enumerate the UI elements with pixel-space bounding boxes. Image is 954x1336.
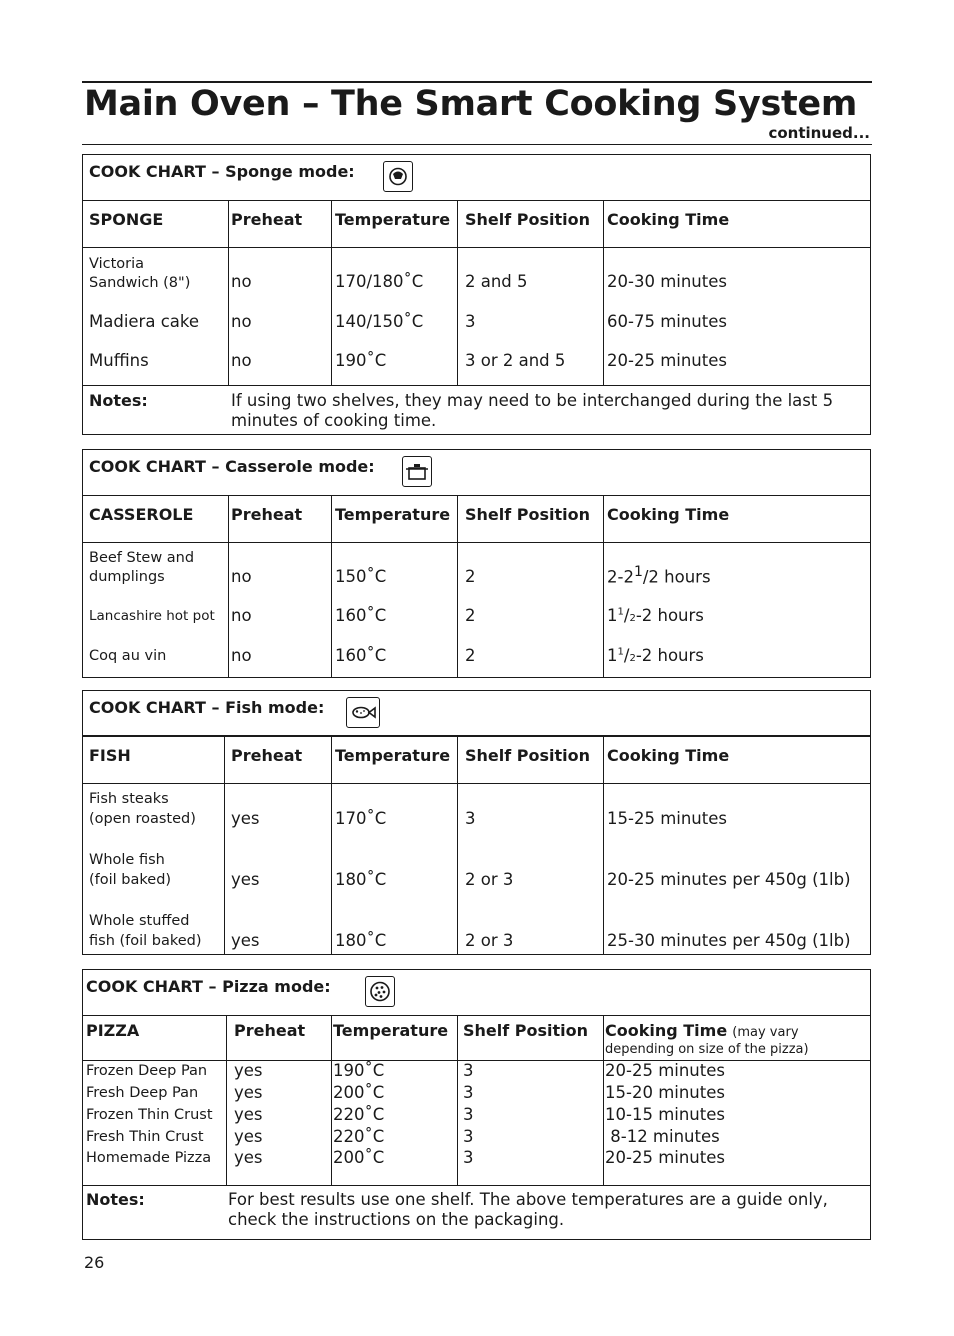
sponge-col-temperature: Temperature xyxy=(335,210,451,229)
casserole-col-shelf: Shelf Position xyxy=(465,505,591,524)
casserole-row-2-time-num: 1 xyxy=(617,606,624,618)
fish-row-2-food-line1: Whole fish xyxy=(89,852,165,868)
casserole-row-3-time-post: -2 hours xyxy=(635,646,704,665)
fish-row-1-food-line2: (open roasted) xyxy=(89,811,196,827)
pizza-row-2-time: 15-20 minutes xyxy=(605,1083,725,1102)
pizza-row-4-time: 8-12 minutes xyxy=(605,1127,720,1146)
casserole-row-2-time: $1^1/2-2$ hours xyxy=(607,606,704,625)
fish-col-shelf: Shelf Position xyxy=(465,746,591,765)
casserole-row-3-preheat: no xyxy=(231,646,252,665)
sponge-col-preheat: Preheat xyxy=(231,210,303,229)
fish-row-2-preheat: yes xyxy=(231,870,260,889)
pizza-notes-label: Notes: xyxy=(86,1190,145,1209)
fish-row-3-time: 25-30 minutes per 450g (1lb) xyxy=(607,931,851,950)
title-rule-top xyxy=(82,81,872,83)
page-number: 26 xyxy=(84,1253,105,1272)
pizza-row-5-preheat: yes xyxy=(234,1148,263,1167)
casserole-row-1-shelf: 2 xyxy=(465,567,476,586)
casserole-row-3-food: Coq au vin xyxy=(89,648,167,664)
casserole-row-1-food-line2: dumplings xyxy=(89,569,165,585)
sponge-row-3-time: 20-25 minutes xyxy=(607,351,727,370)
fish-row-3-shelf: 2 or 3 xyxy=(465,931,514,950)
fish-mode-icon xyxy=(346,697,380,728)
pizza-row-1-preheat: yes xyxy=(234,1061,263,1080)
pizza-cook-chart xyxy=(82,969,871,1240)
casserole-row-3-temp: 160˚C xyxy=(335,646,387,665)
casserole-row-2-time-whole: 1 xyxy=(607,606,618,625)
pizza-row-1-time: 20-25 minutes xyxy=(605,1061,725,1080)
sponge-row-3-temp: 190˚C xyxy=(335,351,387,370)
pizza-notes-text: For best results use one shelf. The above temperatures are a guide only, check the instructions on the packaging. xyxy=(228,1190,828,1229)
pizza-chart-heading: COOK CHART – Pizza mode: xyxy=(86,977,331,996)
sponge-notes-label: Notes: xyxy=(89,391,148,410)
fish-row-3-preheat: yes xyxy=(231,931,260,950)
pizza-row-2-food: Fresh Deep Pan xyxy=(86,1085,199,1101)
pizza-col-time-note-1: (may vary xyxy=(732,1025,799,1040)
casserole-row-2-shelf: 2 xyxy=(465,606,476,625)
sponge-row-1-temp: 170/180˚C xyxy=(335,272,424,291)
page-title: Main Oven – The Smart Cooking System xyxy=(84,84,858,124)
fish-col-temperature: Temperature xyxy=(335,746,451,765)
casserole-col-temperature: Temperature xyxy=(335,505,451,524)
casserole-row-2-preheat: no xyxy=(231,606,252,625)
pizza-row-3-time: 10-15 minutes xyxy=(605,1105,725,1124)
pizza-row-2-preheat: yes xyxy=(234,1083,263,1102)
sponge-mode-icon xyxy=(383,161,413,192)
pizza-row-3-shelf: 3 xyxy=(463,1105,474,1124)
pizza-col-food: PIZZA xyxy=(86,1021,140,1040)
fish-chart-heading: COOK CHART – Fish mode: xyxy=(89,698,325,717)
sponge-chart-heading: COOK CHART – Sponge mode: xyxy=(89,162,355,181)
sponge-row-1-time: 20-30 minutes xyxy=(607,272,727,291)
pizza-row-4-temp: 220˚C xyxy=(333,1127,385,1146)
casserole-row-3-time-num: 1 xyxy=(617,646,624,658)
casserole-col-preheat: Preheat xyxy=(231,505,303,524)
fish-row-3-food-line2: fish (foil baked) xyxy=(89,933,202,949)
pizza-col-preheat: Preheat xyxy=(234,1021,306,1040)
casserole-col-food: CASSEROLE xyxy=(89,505,194,524)
pizza-col-shelf: Shelf Position xyxy=(463,1021,589,1040)
sponge-row-1-preheat: no xyxy=(231,272,252,291)
casserole-row-1-preheat: no xyxy=(231,567,252,586)
casserole-row-3-time: $1^1/2-2$ hours xyxy=(607,646,704,665)
casserole-row-3-shelf: 2 xyxy=(465,646,476,665)
sponge-row-1-food-line2: Sandwich (8") xyxy=(89,275,191,291)
pizza-row-2-temp: 200˚C xyxy=(333,1083,385,1102)
pizza-row-3-preheat: yes xyxy=(234,1105,263,1124)
fish-col-preheat: Preheat xyxy=(231,746,303,765)
pizza-row-5-temp: 200˚C xyxy=(333,1148,385,1167)
casserole-row-2-time-den: 2 xyxy=(629,613,636,624)
pizza-row-4-preheat: yes xyxy=(234,1127,263,1146)
fish-row-2-food-line2: (foil baked) xyxy=(89,872,172,888)
sponge-row-3-shelf: 3 or 2 and 5 xyxy=(465,351,566,370)
casserole-mode-icon xyxy=(402,456,432,487)
pizza-row-1-temp: 190˚C xyxy=(333,1061,385,1080)
fish-row-2-time: 20-25 minutes per 450g (1lb) xyxy=(607,870,851,889)
sponge-notes-text: If using two shelves, they may need to be interchanged during the last 5 minutes of cooking time. xyxy=(231,391,834,430)
pizza-row-1-shelf: 3 xyxy=(463,1061,474,1080)
sponge-row-2-preheat: no xyxy=(231,312,252,331)
casserole-row-2-food: Lancashire hot pot xyxy=(89,608,215,624)
pizza-row-1-food: Frozen Deep Pan xyxy=(86,1063,208,1079)
pizza-mode-icon xyxy=(365,976,395,1007)
sponge-row-1-food-line1: Victoria xyxy=(89,256,145,272)
casserole-row-1-temp: 150˚C xyxy=(335,567,387,586)
fish-row-1-shelf: 3 xyxy=(465,809,476,828)
fish-row-2-shelf: 2 or 3 xyxy=(465,870,514,889)
fish-cook-chart xyxy=(82,690,871,955)
pizza-row-4-food: Fresh Thin Crust xyxy=(86,1129,204,1145)
sponge-col-food: SPONGE xyxy=(89,210,164,229)
sponge-row-2-food: Madiera cake xyxy=(89,312,199,331)
pizza-row-5-shelf: 3 xyxy=(463,1148,474,1167)
pizza-row-5-time: 20-25 minutes xyxy=(605,1148,725,1167)
sponge-row-2-shelf: 3 xyxy=(465,312,476,331)
casserole-cook-chart xyxy=(82,449,871,678)
title-rule-bottom xyxy=(82,144,872,145)
casserole-row-1-time-post: /2 hours xyxy=(642,567,711,587)
sponge-col-time: Cooking Time xyxy=(607,210,730,229)
casserole-row-1-time xyxy=(607,564,711,587)
pizza-col-time xyxy=(605,1021,799,1040)
casserole-col-time: Cooking Time xyxy=(607,505,730,524)
fish-row-1-temp: 170˚C xyxy=(335,809,387,828)
pizza-row-3-temp: 220˚C xyxy=(333,1105,385,1124)
fish-row-1-food-line1: Fish steaks xyxy=(89,791,169,807)
pizza-row-3-food: Frozen Thin Crust xyxy=(86,1107,213,1123)
fish-row-2-temp: 180˚C xyxy=(335,870,387,889)
sponge-cook-chart xyxy=(82,154,871,435)
pizza-col-time-label: Cooking Time xyxy=(605,1021,728,1040)
sponge-row-3-food: Muffins xyxy=(89,351,149,370)
pizza-row-4-shelf: 3 xyxy=(463,1127,474,1146)
fish-row-1-preheat: yes xyxy=(231,809,260,828)
casserole-row-1-time-sup: 1 xyxy=(633,564,643,580)
pizza-col-temperature: Temperature xyxy=(333,1021,449,1040)
fish-col-time: Cooking Time xyxy=(607,746,730,765)
casserole-row-1-food-line1: Beef Stew and xyxy=(89,550,195,566)
pizza-row-2-shelf: 3 xyxy=(463,1083,474,1102)
sponge-row-2-temp: 140/150˚C xyxy=(335,312,424,331)
pizza-row-5-food: Homemade Pizza xyxy=(86,1150,212,1166)
fish-row-1-time: 15-25 minutes xyxy=(607,809,727,828)
sponge-row-1-shelf: 2 and 5 xyxy=(465,272,528,291)
casserole-row-2-temp: 160˚C xyxy=(335,606,387,625)
continued-label: continued... xyxy=(768,124,870,142)
fish-row-3-food-line1: Whole stuffed xyxy=(89,913,190,929)
fish-row-3-temp: 180˚C xyxy=(335,931,387,950)
pizza-col-time-note-2: depending on size of the pizza) xyxy=(605,1042,809,1057)
casserole-row-3-time-den: 2 xyxy=(629,653,636,664)
casserole-row-3-time-whole: 1 xyxy=(607,646,618,665)
casserole-chart-heading: COOK CHART – Casserole mode: xyxy=(89,457,375,476)
casserole-row-2-time-post: -2 hours xyxy=(635,606,704,625)
sponge-row-2-time: 60-75 minutes xyxy=(607,312,727,331)
casserole-row-1-time-pre: 2-2 xyxy=(607,567,634,587)
sponge-col-shelf: Shelf Position xyxy=(465,210,591,229)
fish-col-food: FISH xyxy=(89,746,131,765)
sponge-row-3-preheat: no xyxy=(231,351,252,370)
